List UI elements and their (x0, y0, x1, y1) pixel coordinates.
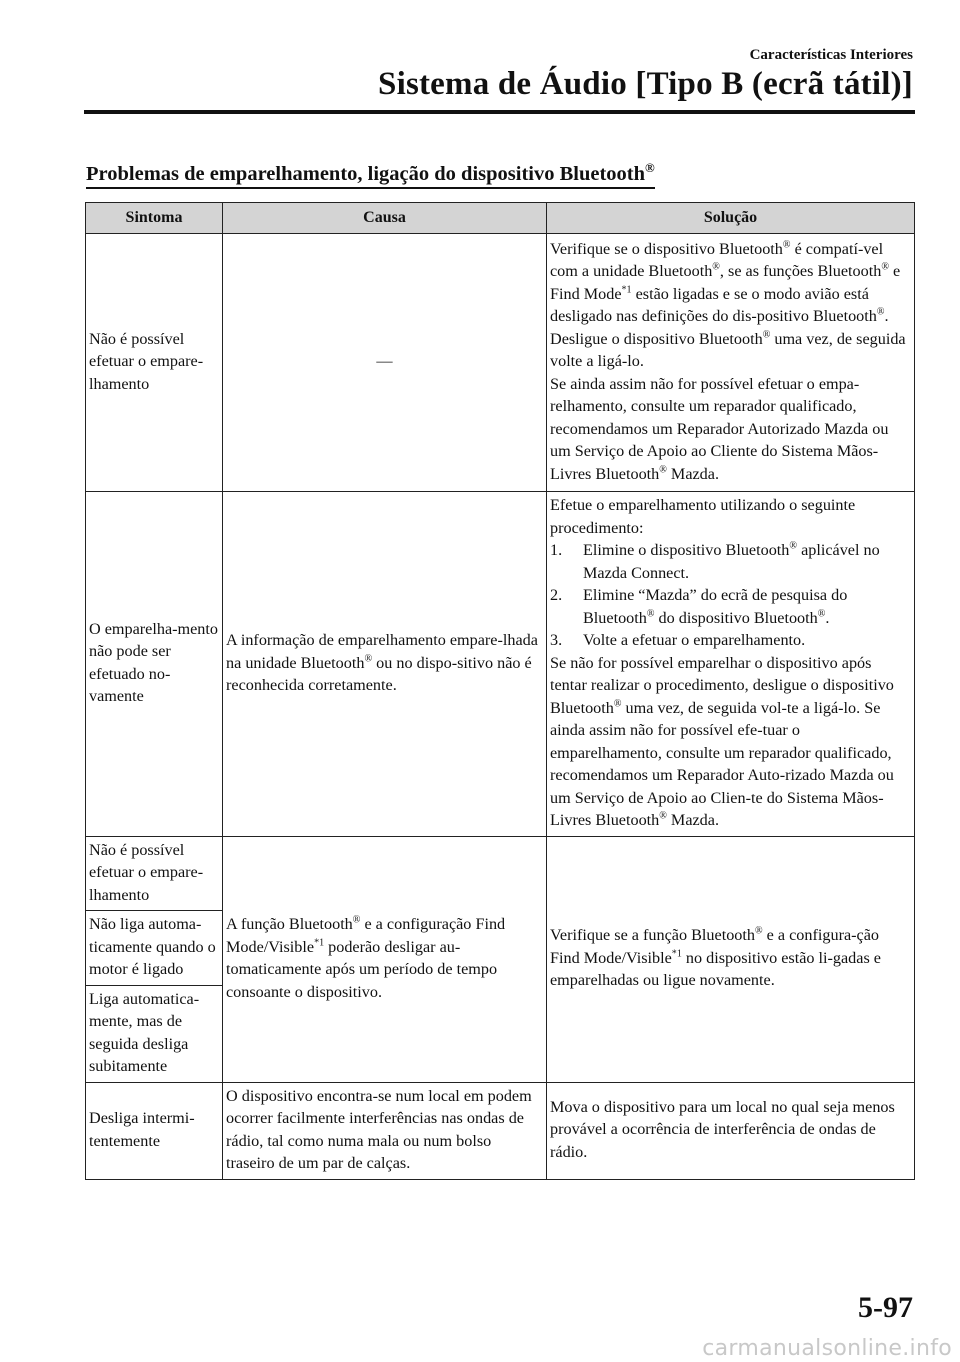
list-item: 1. Elimine o dispositivo Bluetooth® aplicável no Mazda Connect. (550, 540, 880, 582)
list-item: 2. Elimine “Mazda” do ecrã de pesquisa do Bluetooth® do dispositivo Bluetooth®. (550, 586, 848, 627)
troubleshooting-table (85, 202, 915, 1180)
solution-cell: Mova o dispositivo para um local no qual seja menos provável a ocorrência de interferência de ondas de rádio. (547, 1082, 915, 1179)
registered-mark: ® (645, 160, 655, 176)
page-number: 5-97 (858, 1291, 913, 1324)
solution-cell (547, 492, 915, 837)
table-row (86, 836, 915, 911)
column-header-solution: Solução (547, 203, 915, 234)
solution-intro: Efetue o emparelhamento utilizando o seguinte procedimento: (550, 496, 856, 537)
solution-paragraph: Se ainda assim não for possível efetuar o empa-relhamento, consulte um reparador qualificado, recomendamos um Reparador Autorizado Mazda ou um Serviço de Apoio ao Cliente do Sistema Mãos-Livres Bluetooth® Mazda. (550, 374, 889, 483)
cause-cell: O dispositivo encontra-se num local em podem ocorrer facilmente interferências nas ondas de rádio, tal como numa mala ou num bolso traseiro de um par de calças. (223, 1082, 547, 1179)
footnote-mark: *1 (621, 284, 632, 296)
symptom-cell: Liga automatica-mente, mas de seguida desliga subitamente (86, 985, 223, 1082)
symptom-cell: O emparelha-mento não pode ser efetuado no-vamente (86, 492, 223, 837)
symptom-cell: Não é possível efetuar o empare-lhamento (86, 836, 223, 911)
footnote-mark: *1 (314, 937, 325, 949)
solution-cell (547, 234, 915, 492)
table-row (86, 1082, 915, 1179)
column-header-cause: Causa (223, 203, 547, 234)
symptom-cell: Não é possível efetuar o empare-lhamento (86, 234, 223, 492)
solution-paragraph: Verifique se o dispositivo Bluetooth® é compatí-vel com a unidade Bluetooth®, se as funções Bluetooth® e Find Mode$^{*1}$ estão ligadas e se o modo avião está desligado nas definições do dis-positivo Bluetooth®. Desligue o dispositivo Bluetooth® uma vez, de seguida volte a ligá-lo. (550, 239, 906, 371)
header-divider (84, 110, 915, 114)
table-header-row (86, 203, 915, 234)
table-row (86, 234, 915, 492)
watermark: carmanualsonline.info (702, 1336, 952, 1361)
column-header-symptom: Sintoma (86, 203, 223, 234)
footnote-mark: *1 (671, 948, 682, 960)
cause-cell: — (223, 234, 547, 492)
solution-cell: Verifique se a função Bluetooth® e a configura-ção Find Mode/Visible$^{*1}$ no dispositivo estão li-gadas e emparelhadas ou ligue novamente. (547, 836, 915, 1082)
list-item: 3. Volte a efetuar o emparelhamento. (550, 631, 806, 649)
symptom-cell: Desliga intermi-tentemente (86, 1082, 223, 1179)
solution-paragraph: Se não for possível emparelhar o dispositivo após tentar realizar o procedimento, desligue o dispositivo Bluetooth® uma vez, de seguida vol-te a ligá-lo. Se ainda assim não for possível efe-tuar o emparelhamento, consulte um reparador qualificado, recomendamos um Reparador Auto-rizado Mazda ou um Serviço de Apoio ao Clien-te do Sistema Mãos-Livres Bluetooth® Mazda. (550, 653, 894, 829)
cause-cell: A função Bluetooth® e a configuração Find Mode/Visible$^{*1}$ poderão desligar au-tomaticamente após um período de tempo consoante o dispositivo. (223, 836, 547, 1082)
section-heading-text: Problemas de emparelhamento, ligação do dispositivo Bluetooth (86, 163, 646, 185)
symptom-cell: Não liga automa-ticamente quando o motor é ligado (86, 911, 223, 986)
chapter-label: Características Interiores (749, 47, 913, 63)
cause-cell: A informação de emparelhamento empare-lhada na unidade Bluetooth® ou no dispo-sitivo não é reconhecida corretamente. (223, 492, 547, 837)
section-heading (86, 160, 655, 189)
procedure-list (550, 539, 911, 652)
page-title: Sistema de Áudio [Tipo B (ecrã tátil)] (378, 66, 913, 102)
table-row (86, 492, 915, 837)
